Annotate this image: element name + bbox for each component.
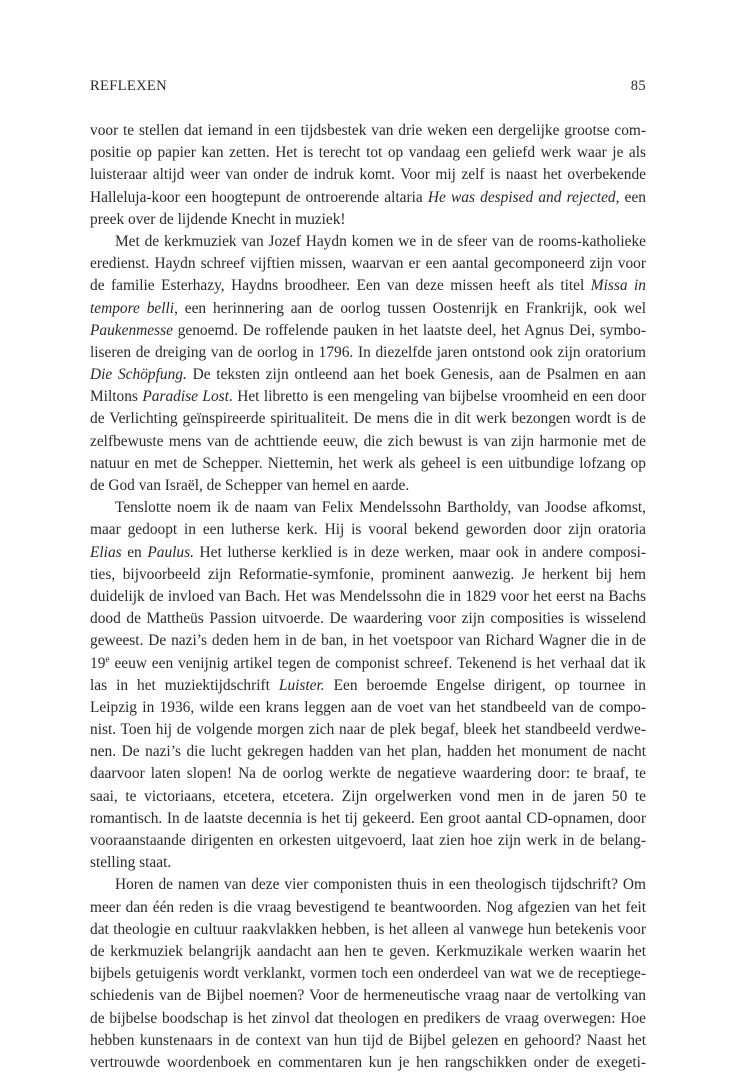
text-line: de bijbelse boodschap is het zinvol dat theologen en predikers de vraag overwegen: Hoe <box>90 1009 646 1027</box>
text-line: Die Schöpfung. De teksten zijn ontleend aan het boek Genesis, aan de Psalmen en aan <box>90 366 646 384</box>
text-line: bijbels getuigenis wordt verklankt, vormen toch een onderdeel van wat we de receptiege- <box>90 965 646 983</box>
text-line: Horen de namen van deze vier componisten thuis in een theologisch tijdschrift? Om <box>115 876 646 894</box>
paragraph <box>90 497 646 874</box>
paragraph <box>90 120 646 231</box>
text-line: dat theologie en cultuur raakvlakken hebben, is het alleen al vanwege hun betekenis voor <box>90 920 646 938</box>
text-line: daarvoor laten slopen! Na de oorlog werkte de negatieve waardering door: te braaf, te <box>90 765 646 783</box>
text-line: luisteraar altijd weer van onder de indruk komt. Voor mij zelf is naast het overbekende <box>90 166 646 184</box>
paragraph <box>90 231 646 497</box>
text-line: schiedenis van de Bijbel noemen? Voor de hermeneutische vraag naar de vertolking van <box>90 987 646 1005</box>
text-line: eredienst. Haydn schreef vijftien missen, waarvan er een aantal gecomponeerd zijn voor <box>90 255 646 273</box>
text-line: nist. Toen hij de volgende morgen zich naar de plek begaf, bleek het standbeeld verdwe- <box>90 721 646 739</box>
running-title: REFLEXEN <box>90 78 167 94</box>
page-number: 85 <box>630 78 646 94</box>
text-line: dood de Mattheüs Passion uitvoerde. De waardering voor zijn composities is wisselend <box>90 610 646 628</box>
text-line: de Verlichting geïnspireerde spiritualiteit. De mens die in dit werk bezongen wordt is de <box>90 410 646 428</box>
text-line: 19e eeuw een venijnig artikel tegen de componist schreef. Tekenend is het verhaal dat ik <box>90 654 646 672</box>
text-line: maar gedoopt in een lutherse kerk. Hij is vooral bekend geworden door zijn oratoria <box>90 521 646 539</box>
text-line: Tenslotte noem ik de naam van Felix Mendelssohn Bartholdy, van Joodse afkomst, <box>115 499 646 517</box>
text-line: meer dan één reden is die vraag bevestigend te beantwoorden. Nog afgezien van het feit <box>90 898 646 916</box>
text-line: geweest. De nazi’s deden hem in de ban, in het voetspoor van Richard Wagner die in de <box>90 632 646 650</box>
text-line: las in het muziektijdschrift Luister. Een beroemde Engelse dirigent, op tournee in <box>90 676 646 694</box>
text-line: de God van Israël, de Schepper van hemel en aarde. <box>90 477 410 494</box>
text-line: stelling staat. <box>90 854 172 872</box>
text-line: romantisch. In de laatste decennia is het tij gekeerd. Een groot aantal CD-opnamen, door <box>90 809 646 827</box>
text-line: tempore belli, een herinnering aan de oorlog tussen Oostenrijk en Frankrijk, ook wel <box>90 299 646 317</box>
text-line: Halleluja-koor een hoogtepunt de ontroerende altaria He was despised and rejected, een <box>90 188 646 206</box>
body-text <box>90 120 646 1074</box>
text-line: vertrouwde woordenboek en commentaren kun je hen rangschikken onder de exegeti- <box>90 1053 646 1071</box>
text-line: voor te stellen dat iemand in een tijdsbestek van drie weken een dergelijke grootse com- <box>90 122 646 139</box>
text-line: Leipzig in 1936, wilde een krans leggen aan de voet van het standbeeld van de compo- <box>90 698 646 716</box>
text-line: zelfbewuste mens van de achttiende eeuw, die zich bewust is van zijn harmonie met de <box>90 432 646 450</box>
text-line: preek over de lijdende Knecht in muziek! <box>90 210 346 228</box>
text-line: hebben kunstenaars in de context van hun tijd de Bijbel gelezen en gehoord? Naast het <box>90 1031 646 1049</box>
text-line: liseren de dreiging van de oorlog in 1796. In diezelfde jaren ontstond ook zijn oratorium <box>90 343 646 361</box>
text-line: Miltons Paradise Lost. Het libretto is een mengeling van bijbelse vroomheid en een door <box>90 388 646 406</box>
text-line: duidelijk de invloed van Bach. Het was Mendelssohn die in 1829 voor het eerst na Bachs <box>90 587 646 605</box>
text-line: Paukenmesse genoemd. De roffelende pauken in het laatste deel, het Agnus Dei, symbo- <box>90 321 646 339</box>
text-line: de kerkmuziek belangrijk aandacht aan hen te geven. Kerkmuzikale werken waarin het <box>90 942 646 960</box>
page-header <box>90 78 646 98</box>
text-line: ties, bijvoorbeeld zijn Reformatie-symfonie, prominent aanwezig. Je herkent bij hem <box>90 565 646 583</box>
text-line: Elias en Paulus. Het lutherse kerklied is in deze werken, maar ook in andere composi- <box>90 543 646 561</box>
text-line: natuur en met de Schepper. Niettemin, het werk als geheel is een uitbundige lofzang op <box>90 454 646 472</box>
text-line: Met de kerkmuziek van Jozef Haydn komen we in de sfeer van de rooms-katholieke <box>115 232 646 250</box>
paragraph <box>90 874 646 1074</box>
text-line: nen. De nazi’s die lucht gekregen hadden van het plan, hadden het monument de nacht <box>90 743 646 761</box>
text-line: positie op papier kan zetten. Het is terecht tot op vandaag een geliefd werk waar je als <box>90 144 646 162</box>
text-line: de familie Esterhazy, Haydns broodheer. Een van deze missen heeft als titel Missa in <box>90 277 646 295</box>
text-line: saai, te victoriaans, etcetera, etcetera. Zijn orgelwerken vond men in de jaren 50 te <box>90 787 646 805</box>
text-line: vooraanstaande dirigenten en orkesten uitgevoerd, laat zien hoe zijn werk in de belang- <box>90 832 646 849</box>
